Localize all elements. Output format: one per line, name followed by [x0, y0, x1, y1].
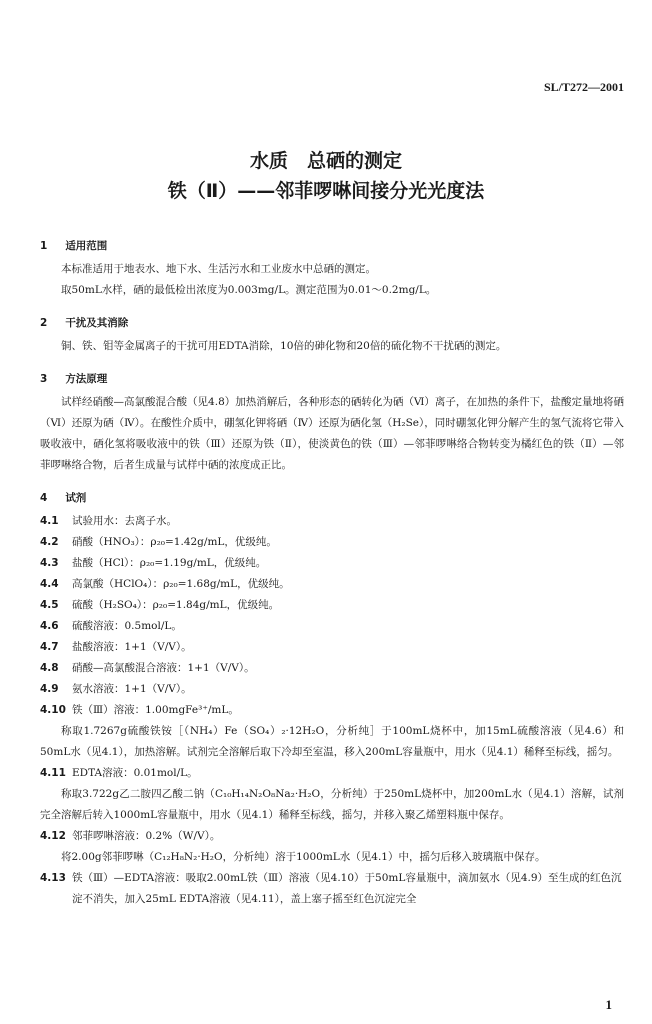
section-title: 适用范围: [65, 240, 108, 252]
item-text: 硫酸（H₂SO₄）：ρ₂₀=1.84g/mL，优级纯。: [72, 599, 280, 611]
reagent-item: [40, 616, 624, 637]
item-text: 试验用水：去离子水。: [72, 515, 177, 527]
item-number: 4.11: [40, 767, 66, 779]
item-text: 硝酸—高氯酸混合溶液：1+1（V/V）。: [72, 662, 255, 674]
reagent-item: [40, 511, 624, 532]
reagent-item: [40, 679, 624, 700]
item-number: 4.2: [40, 536, 59, 548]
reagent-item: [40, 658, 624, 679]
reagent-item: [40, 553, 624, 574]
paragraph: 铜、铁、钼等金属离子的干扰可用EDTA消除，10倍的砷化物和20倍的硫化物不干扰硒的测定。: [61, 340, 507, 352]
paragraph: 本标准适用于地表水、地下水、生活污水和工业废水中总硒的测定。: [61, 263, 376, 275]
item-number: 4.9: [40, 683, 59, 695]
title-line-2: 铁（Ⅱ）——邻菲啰啉间接分光光度法: [167, 180, 485, 202]
item-number: 4.12: [40, 830, 66, 842]
reagent-item: [40, 637, 624, 658]
item-text: 铁（Ⅲ）溶液：1.00mgFe³⁺/mL。: [72, 704, 239, 716]
item-text: 硝酸（HNO₃）：ρ₂₀=1.42g/mL，优级纯。: [72, 536, 277, 548]
item-number: 4.6: [40, 620, 59, 632]
reagent-item: [40, 868, 624, 910]
item-number: 4.1: [40, 515, 59, 527]
item-number: 4.7: [40, 641, 59, 653]
title-line-1: 水质 总硒的测定: [249, 150, 402, 172]
reagent-item: [40, 595, 624, 616]
item-text: 盐酸溶液：1+1（V/V）。: [72, 641, 192, 653]
reagent-item: [40, 700, 624, 721]
section-3-heading: [40, 369, 624, 390]
item-text: 硫酸溶液：0.5mol/L。: [72, 620, 182, 632]
item-number: 4.3: [40, 557, 59, 569]
item-number: 4.10: [40, 704, 66, 716]
section-number: 2: [40, 317, 48, 329]
item-text: EDTA溶液：0.01mol/L。: [72, 767, 198, 779]
paragraph: 试样经硝酸—高氯酸混合酸（见4.8）加热消解后，各种形态的硒转化为硒（Ⅵ）离子，在加热的条件下，盐酸定量地将硒（Ⅵ）还原为硒（Ⅳ）。在酸性介质中，硼氢化钾将硒（Ⅳ）还原为硒化氢（H₂Se），同时硼氢化钾分解产生的氢气流将它带入吸收液中，硒化氢将吸收液中的铁（Ⅲ）还原为铁（Ⅱ），使淡黄色的铁（Ⅲ）—邻菲啰啉络合物转变为橘红色的铁（Ⅱ）—邻菲啰啉络合物，后者生成量与试样中硒的浓度成正比。: [40, 396, 624, 471]
section-title: 干扰及其消除: [65, 317, 129, 329]
page-number: 1: [605, 997, 612, 1012]
item-number: 4.13: [40, 872, 66, 884]
item-text: 高氯酸（HClO₄）：ρ₂₀=1.68g/mL，优级纯。: [72, 578, 290, 590]
section-number: 1: [40, 240, 48, 252]
section-1-heading: [40, 236, 624, 257]
item-number: 4.8: [40, 662, 59, 674]
reagent-item: [40, 574, 624, 595]
item-text: 盐酸（HCl）：ρ₂₀=1.19g/mL，优级纯。: [72, 557, 267, 569]
reagent-item: [40, 763, 624, 784]
section-title: 试剂: [65, 492, 87, 504]
section-4-heading: [40, 488, 624, 509]
paragraph: 取50mL水样，硒的最低检出浓度为0.003mg/L。测定范围为0.01～0.2mg/L。: [61, 284, 437, 296]
standard-number: SL/T272—2001: [543, 80, 624, 94]
section-2-heading: [40, 313, 624, 334]
document-body: [40, 232, 624, 910]
item-number: 4.4: [40, 578, 59, 590]
item-number: 4.5: [40, 599, 59, 611]
item-text: 氨水溶液：1+1（V/V）。: [72, 683, 192, 695]
section-number: 3: [40, 373, 48, 385]
paragraph: 称取1.7267g硫酸铁铵［（NH₄）Fe（SO₄）₂·12H₂O，分析纯］于100mL烧杯中，加15mL硫酸溶液（见4.6）和50mL水（见4.1），加热溶解。试剂完全溶解后取下冷却至室温，移入200mL容量瓶中，用水（见4.1）稀释至标线，摇匀。: [40, 725, 624, 758]
section-number: 4: [40, 492, 48, 504]
reagent-item: [40, 826, 624, 847]
item-text: 铁（Ⅲ）—EDTA溶液：吸取2.00mL铁（Ⅲ）溶液（见4.10）于50mL容量瓶中，滴加氨水（见4.9）至生成的红色沉淀不消失，加入25mL EDTA溶液（见4.11），盖上塞子摇至红色沉淀完全: [72, 872, 622, 905]
reagent-item: [40, 532, 624, 553]
section-title: 方法原理: [65, 373, 108, 385]
item-text: 邻菲啰啉溶液：0.2%（W/V）。: [72, 830, 221, 842]
paragraph: 将2.00g邻菲啰啉（C₁₂H₈N₂·H₂O，分析纯）溶于1000mL水（见4.1）中，摇匀后移入玻璃瓶中保存。: [61, 851, 546, 863]
paragraph: 称取3.722g乙二胺四乙酸二钠（C₁₀H₁₄N₂O₈Na₂·H₂O，分析纯）于250mL烧杯中，加200mL水（见4.1）溶解，试剂完全溶解后转入1000mL容量瓶中，用水（见4.1）稀释至标线，摇匀，并移入聚乙烯塑料瓶中保存。: [40, 788, 624, 821]
